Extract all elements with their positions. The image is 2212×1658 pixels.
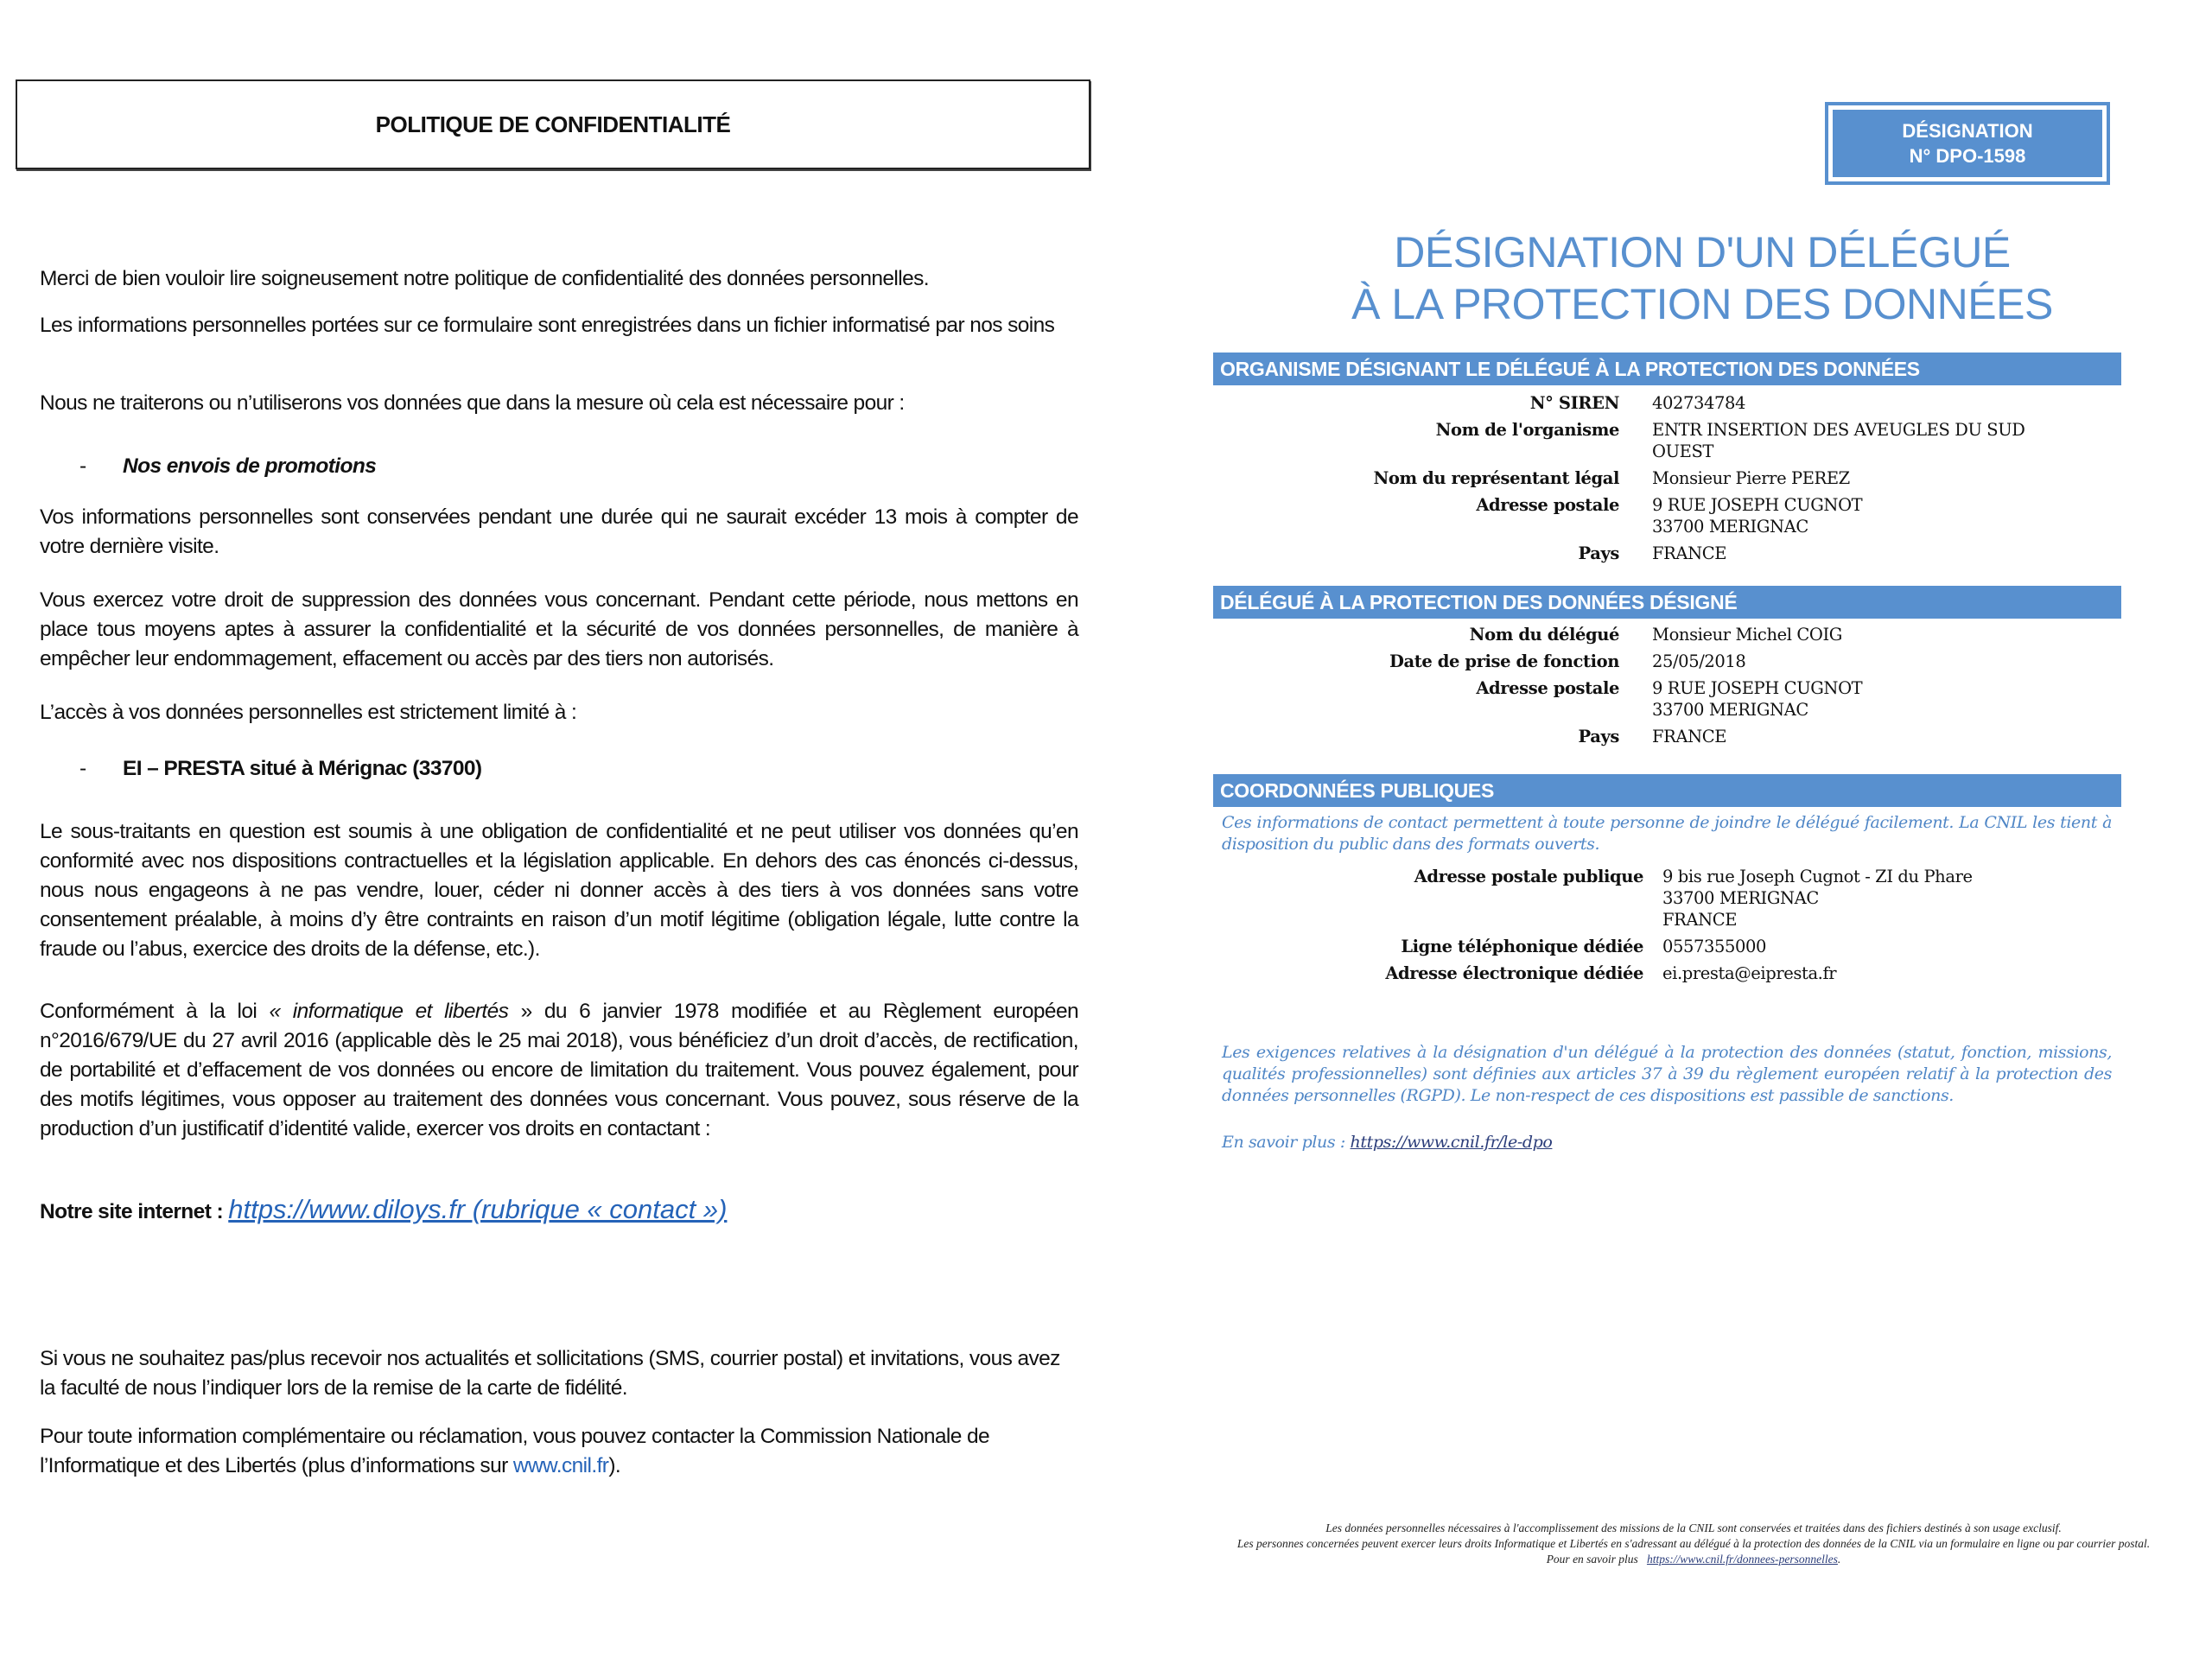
dpo-title-line1: DÉSIGNATION D'UN DÉLÉGUÉ xyxy=(1394,228,2011,276)
dpo-designation-page xyxy=(1192,0,2212,1658)
rights-text-b: » du 6 janvier 1978 modifiée et au Règlement européen n°2016/679/UE du 27 avril 2016 (applicable dès le 25 mai 2018), vous bénéficiez d’un droit d’accès, de rectification, de portabilité et d’effacement de vos données ou encore de limitation du traitement. Vous pouvez également, pour des motifs légitimes, vous opposer au traitement des données vous concernant. Vous pouvez, sous réserve de la production d’un justificatif d’identité valide, exercer vos droits en contactant : xyxy=(40,1000,1078,1140)
detail-value: 25/05/2018 xyxy=(1652,651,1746,671)
rights-paragraph xyxy=(40,997,1078,1144)
detail-row xyxy=(1213,624,2120,645)
page-title: POLITIQUE DE CONFIDENTIALITÉ xyxy=(375,111,731,137)
marketing-optout-paragraph: Si vous ne souhaitez pas/plus recevoir nos actualités et sollicitations (SMS, courrier postal) et invitations, vous avez la faculté de nous l’indiquer lors de la remise de la carte de fidélité. xyxy=(40,1347,1060,1400)
detail-label: Nom du représentant légal xyxy=(1373,468,1619,488)
detail-value: ENTR INSERTION DES AVEUGLES DU SUD OUEST xyxy=(1652,420,2025,461)
deletion-paragraph: Vous exercez votre droit de suppression des données vous concernant. Pendant cette période, nous mettons en place tous moyens aptes à assurer la confidentialité et la sécurité de vos données personnelles, de manière à empêcher leur endommagement, effacement ou accès par des tiers non autorisés. xyxy=(40,588,1078,670)
detail-label: Adresse postale xyxy=(1476,678,1619,698)
detail-row xyxy=(1213,936,2120,957)
retention-paragraph: Vos informations personnelles sont conservées pendant une durée qui ne saurait excéder 13 mois à compter de votre dernière visite. xyxy=(40,505,1078,558)
public-contact-section-header: COORDONNÉES PUBLIQUES xyxy=(1213,774,2121,807)
learn-more-line xyxy=(1222,1132,2112,1153)
subcontractor-paragraph: Le sous-traitants en question est soumis à une obligation de confidentialité et ne peut utiliser vos données qu’en conformité avec nos dispositions contractuelles et la législation applicable. En dehors des cas énoncés ci-dessus, nous nous engageons à ne pas vendre, louer, céder ni donner accès à des tiers à vos données sans votre consentement préalable, à moins d’y être contraints en raison d’un motif légitime (obligation légale, lutte contre la fraude ou l’abus, exercice des droits de la défense, etc.). xyxy=(40,820,1078,961)
learn-more-label: En savoir plus : xyxy=(1222,1133,1351,1152)
usage-bullet xyxy=(79,454,376,479)
public-contact-intro: Ces informations de contact permettent à toute personne de joindre le délégué facilement. La CNIL les tient à disposition du public dans des formats ouverts. xyxy=(1222,813,2112,854)
dpo-title xyxy=(1192,226,2212,330)
detail-label: Ligne téléphonique dédiée xyxy=(1401,937,1643,956)
detail-row xyxy=(1213,962,2120,984)
detail-value: FRANCE xyxy=(1652,543,1727,563)
cnil-dpo-link[interactable]: https://www.cnil.fr/le-dpo xyxy=(1350,1133,1553,1152)
detail-label: Adresse postale publique xyxy=(1414,867,1643,886)
detail-row xyxy=(1213,677,2120,721)
detail-row xyxy=(1213,494,2120,537)
rights-law-name: « informatique et libertés xyxy=(269,1000,509,1023)
detail-value: 9 RUE JOSEPH CUGNOT 33700 MERIGNAC xyxy=(1652,678,1863,720)
detail-label: Adresse postale xyxy=(1476,495,1619,515)
detail-row xyxy=(1213,726,2120,747)
access-paragraph: L’accès à vos données personnelles est strictement limité à : xyxy=(40,701,577,724)
bullet-text: EI – PRESTA situé à Mérignac (33700) xyxy=(123,757,482,780)
detail-value: Monsieur Michel COIG xyxy=(1652,625,1842,645)
detail-label: Pays xyxy=(1578,727,1619,746)
detail-label: N° SIREN xyxy=(1529,393,1619,413)
detail-label: Nom de l'organisme xyxy=(1435,420,1619,440)
cnil-link[interactable]: www.cnil.fr xyxy=(512,1454,609,1477)
privacy-policy-title-box xyxy=(16,79,1090,169)
bullet-dash: - xyxy=(79,757,86,780)
detail-value: 402734784 xyxy=(1652,393,1746,413)
usage-paragraph: Nous ne traiterons ou n’utiliserons vos données que dans la mesure où cela est nécessaire pour : xyxy=(40,391,905,415)
detail-label: Adresse électronique dédiée xyxy=(1385,963,1643,983)
website-line xyxy=(40,1194,727,1225)
delegate-section-header: DÉLÉGUÉ À LA PROTECTION DES DONNÉES DÉSIGNÉ xyxy=(1213,586,2121,619)
detail-label: Pays xyxy=(1578,543,1619,563)
storage-paragraph: Les informations personnelles portées sur ce formulaire sont enregistrées dans un fichier informatisé par nos soins xyxy=(40,314,1055,337)
detail-value: 0557355000 xyxy=(1662,937,1767,956)
detail-row xyxy=(1213,392,2120,414)
footer-more-label: Pour en savoir plus xyxy=(1546,1553,1647,1566)
cnil-text-a: Pour toute information complémentaire ou réclamation, vous pouvez contacter la Commission Nationale de l’Informatique et des Libertés (plus d’informations sur xyxy=(40,1425,990,1477)
footer-line: Les personnes concernées peuvent exercer leurs droits Informatique et Libertés en s'adressant au délégué à la protection des données de la CNIL via un formulaire en ligne ou par courrier postal. xyxy=(1236,1537,2151,1550)
cnil-footer-note xyxy=(1158,1521,2212,1567)
website-label: Notre site internet : xyxy=(40,1200,229,1223)
detail-row xyxy=(1213,419,2120,462)
dpo-title-line2: À LA PROTECTION DES DONNÉES xyxy=(1351,280,2053,328)
organisation-details xyxy=(1213,392,2120,569)
bullet-dash: - xyxy=(79,454,86,478)
detail-value: Monsieur Pierre PEREZ xyxy=(1652,468,1850,488)
rights-text-a: Conformément à la loi xyxy=(40,1000,270,1023)
detail-row xyxy=(1213,866,2120,931)
footer-more-line xyxy=(1158,1552,2212,1567)
designation-badge xyxy=(1825,102,2110,185)
requirements-note: Les exigences relatives à la désignation d'un délégué à la protection des données (statut, fonction, missions, qualités professionnelles) sont définies aux articles 37 à 39 du règlement européen relatif à la protection des données personnelles (RGPD). Le non-respect de ces dispositions est passible de sanctions. xyxy=(1222,1043,2112,1105)
detail-value: 9 RUE JOSEPH CUGNOT 33700 MERIGNAC xyxy=(1652,495,1863,537)
cnil-contact-paragraph xyxy=(40,1422,1078,1481)
intro-paragraph: Merci de bien vouloir lire soigneusement notre politique de confidentialité des données personnelles. xyxy=(40,267,929,290)
public-contact-details xyxy=(1213,866,2120,989)
detail-value: FRANCE xyxy=(1652,727,1727,746)
detail-label: Date de prise de fonction xyxy=(1389,651,1619,671)
organisation-section-header: ORGANISME DÉSIGNANT LE DÉLÉGUÉ À LA PROTECTION DES DONNÉES xyxy=(1213,353,2121,385)
access-bullet xyxy=(79,757,481,781)
delegate-details xyxy=(1213,624,2120,753)
footer-more-end: . xyxy=(1837,1553,1841,1566)
badge-label: DÉSIGNATION xyxy=(1902,120,2033,142)
cnil-personal-data-link[interactable]: https://www.cnil.fr/donnees-personnelles xyxy=(1646,1553,1838,1566)
detail-value: ei.presta@eipresta.fr xyxy=(1662,963,1837,983)
detail-label: Nom du délégué xyxy=(1469,625,1619,645)
badge-number: N° DPO-1598 xyxy=(1909,145,2026,167)
bullet-text: Nos envois de promotions xyxy=(123,454,377,478)
detail-row xyxy=(1213,651,2120,672)
footer-line: Les données personnelles nécessaires à l'accomplissement des missions de la CNIL sont conservées et traitées dans des fichiers destinés à son usage exclusif. xyxy=(1325,1521,2062,1534)
detail-row xyxy=(1213,543,2120,564)
cnil-text-b: ). xyxy=(608,1454,621,1477)
website-link[interactable]: https://www.diloys.fr (rubrique « contact ») xyxy=(228,1194,728,1224)
detail-value: 9 bis rue Joseph Cugnot - ZI du Phare 33700 MERIGNAC FRANCE xyxy=(1662,867,1973,930)
detail-row xyxy=(1213,467,2120,489)
